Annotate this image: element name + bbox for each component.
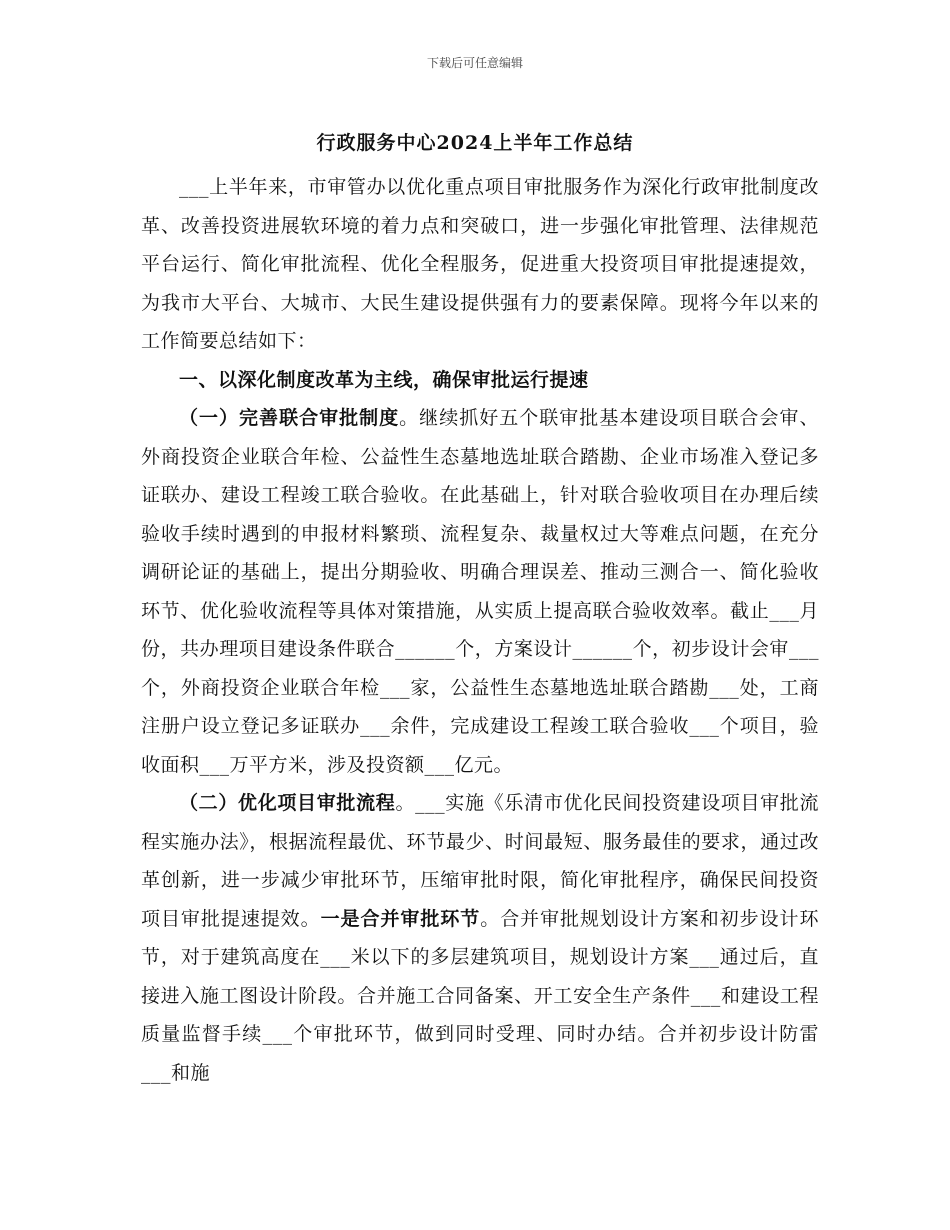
- document-body: [141, 168, 819, 1092]
- paragraph-1: [141, 399, 819, 784]
- paragraph-2-lead: （二）优化项目审批流程: [179, 792, 396, 814]
- paragraph-1-text: 。继续抓好五个联审批基本建设项目联合会审、外商投资企业联合年检、公益性生态墓地选址联合踏勘、企业市场准入登记多证联办、建设工程竣工联合验收。在此基础上，针对联合验收项目在办理后续验收手续时遇到的申报材料繁琐、流程复杂、裁量权过大等难点问题，在充分调研论证的基础上，提出分期验收、明确合理误差、推动三测合一、简化验收环节、优化验收流程等具体对策措施，从实质上提高联合验收效率。截止___月份，共办理项目建设条件联合______个，方案设计______个，初步设计会审___个，外商投资企业联合年检___家，公益性生态墓地选址联合踏勘___处，工商注册户设立登记多证联办___余件，完成建设工程竣工联合验收___个项目，验收面积___万平方米，涉及投资额___亿元。: [141, 407, 819, 776]
- paragraph-2: [141, 784, 819, 1092]
- paragraph-2-bold: 一是合并审批环节: [320, 907, 481, 930]
- paragraph-1-lead: （一）完善联合审批制度: [179, 407, 400, 429]
- paragraph-2-text-a: 。___实施《乐清市优化民间投资建设项目审批流程实施办法》，根据流程最优、环节最少、时间最短、服务最佳的要求，通过改革创新，进一步减少审批环节，压缩审批时限，简化审批程序，确保民间投资项目审批提速提效。: [141, 792, 819, 930]
- intro-paragraph: ___上半年来，市审管办以优化重点项目审批服务作为深化行政审批制度改革、改善投资进展软环境的着力点和突破口，进一步强化审批管理、法律规范平台运行、简化审批流程、优化全程服务，促进重大投资项目审批提速提效，为我市大平台、大城市、大民生建设提供强有力的要素保障。现将今年以来的工作简要总结如下：: [141, 176, 819, 352]
- document-title: 行政服务中心2024上半年工作总结: [316, 132, 634, 154]
- page-header: 下载后可任意编辑: [426, 56, 523, 70]
- section-heading-1: 一、以深化制度改革为主线，确保审批运行提速: [179, 368, 589, 391]
- paragraph-2-text-b: 。合并审批规划设计方案和初步设计环节，对于建筑高度在___米以下的多层建筑项目，规划设计方案___通过后，直接进入施工图设计阶段。合并施工合同备案、开工安全生产条件___和建设工程质量监督手续___个审批环节，做到同时受理、同时办结。合并初步设计防雷___和施: [141, 907, 819, 1084]
